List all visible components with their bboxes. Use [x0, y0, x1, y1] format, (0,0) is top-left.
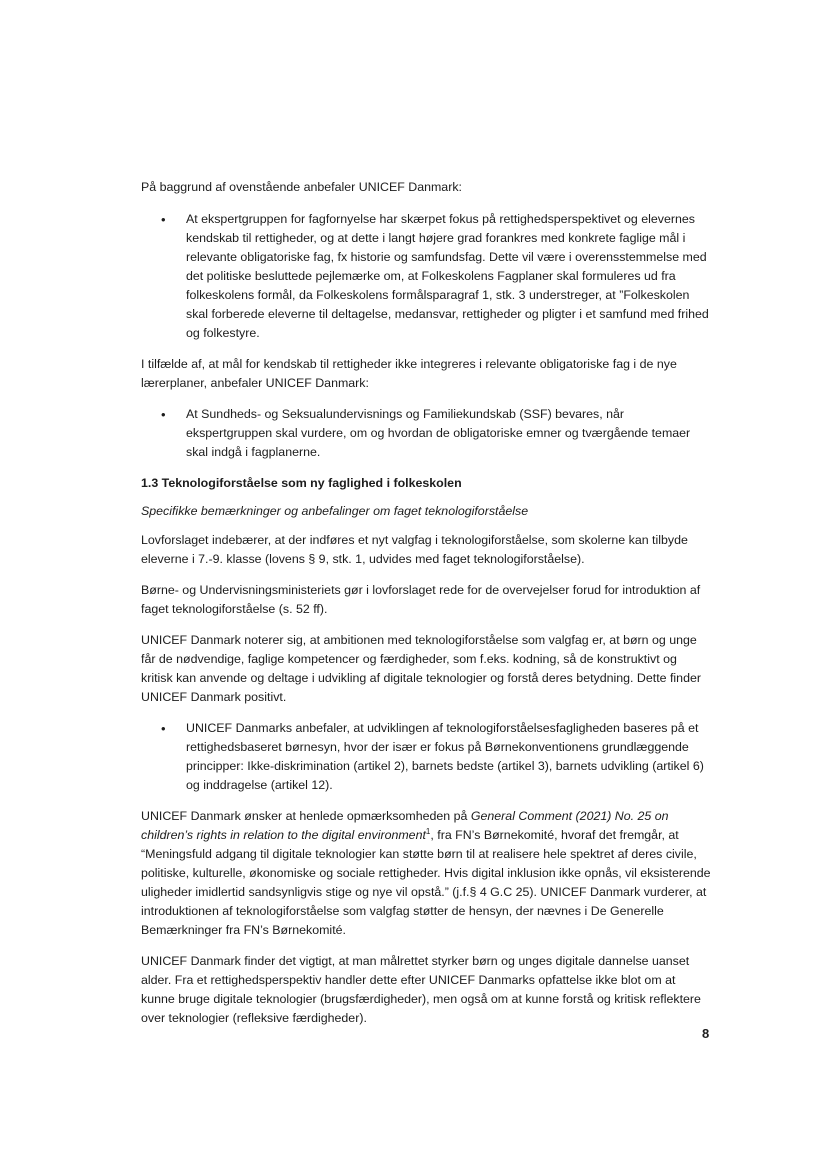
- footnote-reference[interactable]: 1: [425, 826, 431, 836]
- bullet-text: At ekspertgruppen for fagfornyelse har skærpet fokus på rettighedsperspektivet og elevernes kendskab til rettigheder, og at dette i langt højere grad forankres med konkrete faglige mål i relevante obligatoriske fag, fx historie og samfundsfag. Dette vil være i overensstemmelse med det politiske besluttede pejlemærke om, at Folkeskolens Fagplaner skal formuleres ud fra folkeskolens formål, da Folkeskolens formålsparagraf 1, stk. 3 understreger, at ”Folkeskolen skal forberede eleverne til deltagelse, medansvar, rettigheder og pligter i et samfund med frihed og folkestyre.: [186, 212, 709, 340]
- page-content: [141, 178, 711, 1040]
- paragraph-ambition: UNICEF Danmark noterer sig, at ambitionen med teknologiforståelse som valgfag er, at børn og unge får de nødvendige, faglige kompetencer og færdigheder, som f.eks. kodning, så de konstruktivt og kritisk kan anvende og deltage i udvikling af digitale teknologier og forstå deres betydning. Dette finder UNICEF Danmark positivt.: [141, 633, 701, 704]
- bullet-icon: •: [161, 212, 166, 227]
- paragraph-digital-literacy: UNICEF Danmark finder det vigtigt, at man målrettet styrker børn og unges digitale dannelse uanset alder. Fra et rettighedsperspektiv handler dette efter UNICEF Danmarks opfattelse ikke blot om at kunne bruge digitale teknologier (brugsfærdigheder), men også om at kunne forstå og kritisk reflektere over teknologier (refleksive færdigheder).: [141, 954, 701, 1025]
- bullet-list-ssf: [141, 405, 711, 462]
- bullet-icon: •: [161, 407, 166, 422]
- paragraph-conditional: I tilfælde af, at mål for kendskab til rettigheder ikke integreres i relevante obligatoriske fag i de nye lærerplaner, anbefaler UNICEF Danmark:: [141, 357, 677, 390]
- paragraph-bill-content: Lovforslaget indebærer, at der indføres et nyt valgfag i teknologiforståelse, som skolerne kan tilbyde eleverne i 7.-9. klasse (lovens § 9, stk. 1, udvides med faget teknologiforståelse).: [141, 533, 688, 566]
- bullet-icon: •: [161, 721, 166, 736]
- list-item: [141, 719, 711, 795]
- bullet-text: UNICEF Danmarks anbefaler, at udviklingen af teknologiforståelsesfagligheden baseres på et rettighedsbaseret børnesyn, hvor der især er fokus på Børnekonventionens grundlæggende principper: Ikke-diskrimination (artikel 2), barnets bedste (artikel 3), barnets udvikling (artikel 6) og inddragelse (artikel 12).: [186, 721, 704, 792]
- list-item: [141, 405, 711, 462]
- bullet-list-recommendations: [141, 210, 711, 343]
- paragraph-ministry: Børne- og Undervisningsministeriets gør i lovforslaget rede for de overvejelser forud for introduktion af faget teknologiforståelse (s. 52 ff).: [141, 583, 701, 616]
- section-heading: 1.3 Teknologiforståelse som ny faglighed i folkeskolen: [141, 476, 462, 490]
- text-segment: UNICEF Danmark ønsker at henlede opmærksomheden på: [141, 809, 471, 823]
- section-subheading: Specifikke bemærkninger og anbefalinger om faget teknologiforståelse: [141, 504, 529, 518]
- list-item: [141, 210, 711, 343]
- bullet-text: At Sundheds- og Seksualundervisnings og Familiekundskab (SSF) bevares, når ekspertgruppen skal vurdere, om og hvordan de obligatoriske emner og tværgående temaer skal indgå i fagplanerne.: [186, 407, 691, 459]
- text-segment: , fra FN’s Børnekomité, hvoraf det fremgår, at “Meningsfuld adgang til digitale teknologier kan støtte børn til at realisere hele spektret af deres civile, politiske, kulturelle, økonomiske og sociale rettigheder. Hvis digital inklusion ikke opnås, vil eksisterende uligheder imidlertid sandsynligvis stige og nye vil opstå.” (j.f.§ 4 G.C 25). UNICEF Danmark vurderer, at introduktionen af teknologiforståelse som valgfag støtter de hensyn, der nævnes i De Generelle Bemærkninger fra FN’s Børnekomité.: [141, 828, 711, 937]
- paragraph-intro-recommendations: På baggrund af ovenstående anbefaler UNICEF Danmark:: [141, 180, 462, 194]
- page-number: 8: [702, 1026, 710, 1041]
- general-comment-title: General Comment (2021) No. 25 on children’s rights in relation to the digital environment: [141, 809, 669, 842]
- paragraph-general-comment: [141, 807, 711, 940]
- bullet-list-rights-based: [141, 719, 711, 795]
